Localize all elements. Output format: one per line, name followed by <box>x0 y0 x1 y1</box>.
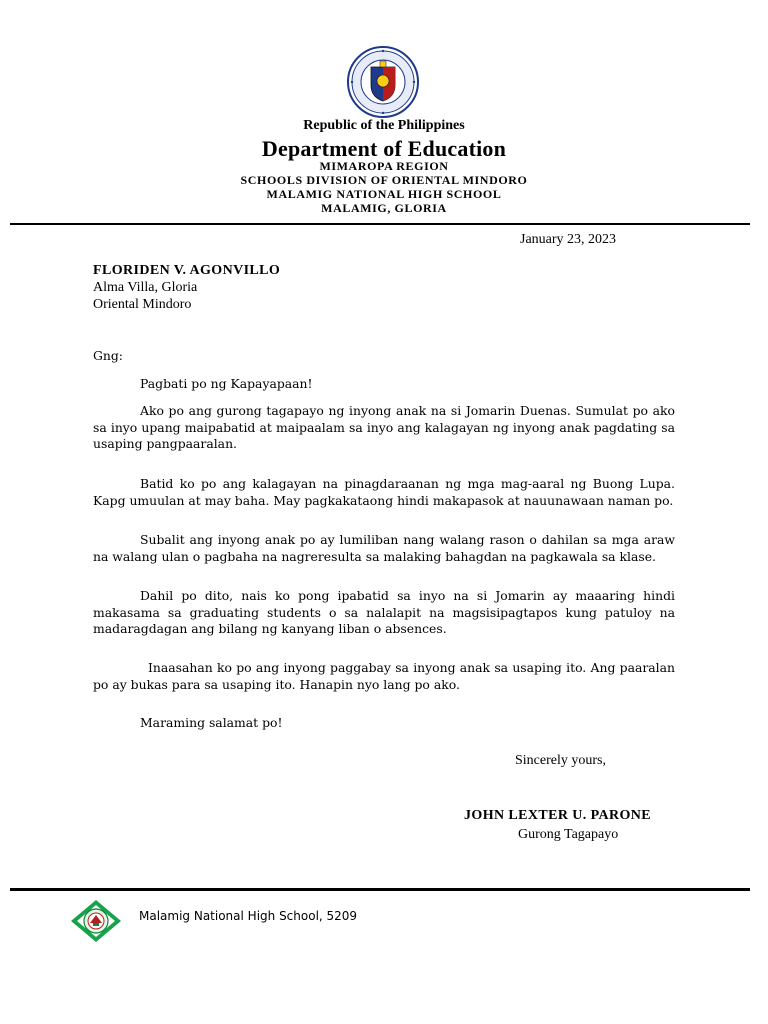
thanks-line: Maraming salamat po! <box>140 715 283 730</box>
deped-seal-icon <box>346 45 420 119</box>
division-heading: SCHOOLS DIVISION OF ORIENTAL MINDORO <box>240 173 528 187</box>
greeting: Pagbati po ng Kapayapaan! <box>140 376 313 391</box>
body-paragraph: Inaasahan ko po ang inyong paggabay sa inyong anak sa usaping ito. Ang paaralan po ay bukas para sa usaping ito. Hanapin nyo lang po ako. <box>93 660 675 692</box>
body-paragraph: Dahil po dito, nais ko pong ipabatid sa inyo na si Jomarin ay maaaring hindi makasama sa graduating students o sa nalalapit na magsisipagtapos kung patuloy na madaragdagan ang bilang ng kanyang liban o absences. <box>93 588 675 636</box>
location-heading: MALAMIG, GLORIA <box>321 201 447 215</box>
footer-school-address: Malamig National High School, 5209 <box>139 909 358 923</box>
recipient-address-line2: Oriental Mindoro <box>93 297 192 312</box>
region-heading: MIMAROPA REGION <box>319 159 449 173</box>
department-heading: Department of Education <box>261 136 507 161</box>
header-divider <box>10 223 750 225</box>
school-logo-icon <box>70 899 122 943</box>
letter-date: January 23, 2023 <box>520 232 617 247</box>
recipient-address-line1: Alma Villa, Gloria <box>93 280 198 295</box>
republic-heading: Republic of the Philippines <box>303 118 465 133</box>
school-heading: MALAMIG NATIONAL HIGH SCHOOL <box>266 187 502 201</box>
closing-line: Sincerely yours, <box>515 753 606 768</box>
body-paragraph: Batid ko po ang kalagayan na pinagdaraanan ng mga mag-aaral ng Buong Lupa. Kapg umuulan at may baha. May pagkakataong hindi makapasok at nauunawaan naman po. <box>93 476 675 508</box>
signatory-title: Gurong Tagapayo <box>518 827 619 842</box>
body-paragraph: Subalit ang inyong anak po ay lumiliban nang walang rason o dahilan sa mga araw na walang ulan o pagbaha na nagreresulta sa malaking bahagdan na pagkawala sa klase. <box>93 532 675 564</box>
signatory-name: JOHN LEXTER U. PARONE <box>464 808 652 823</box>
body-paragraph: Ako po ang gurong tagapayo ng inyong anak na si Jomarin Duenas. Sumulat po ako sa inyo upang maipabatid at maipaalam sa inyo ang kalagayan ng inyong anak pagdating sa usaping pangpaaralan. <box>93 403 675 451</box>
recipient-name: FLORIDEN V. AGONVILLO <box>93 263 281 278</box>
salutation: Gng: <box>93 348 123 363</box>
footer-divider <box>10 888 750 891</box>
